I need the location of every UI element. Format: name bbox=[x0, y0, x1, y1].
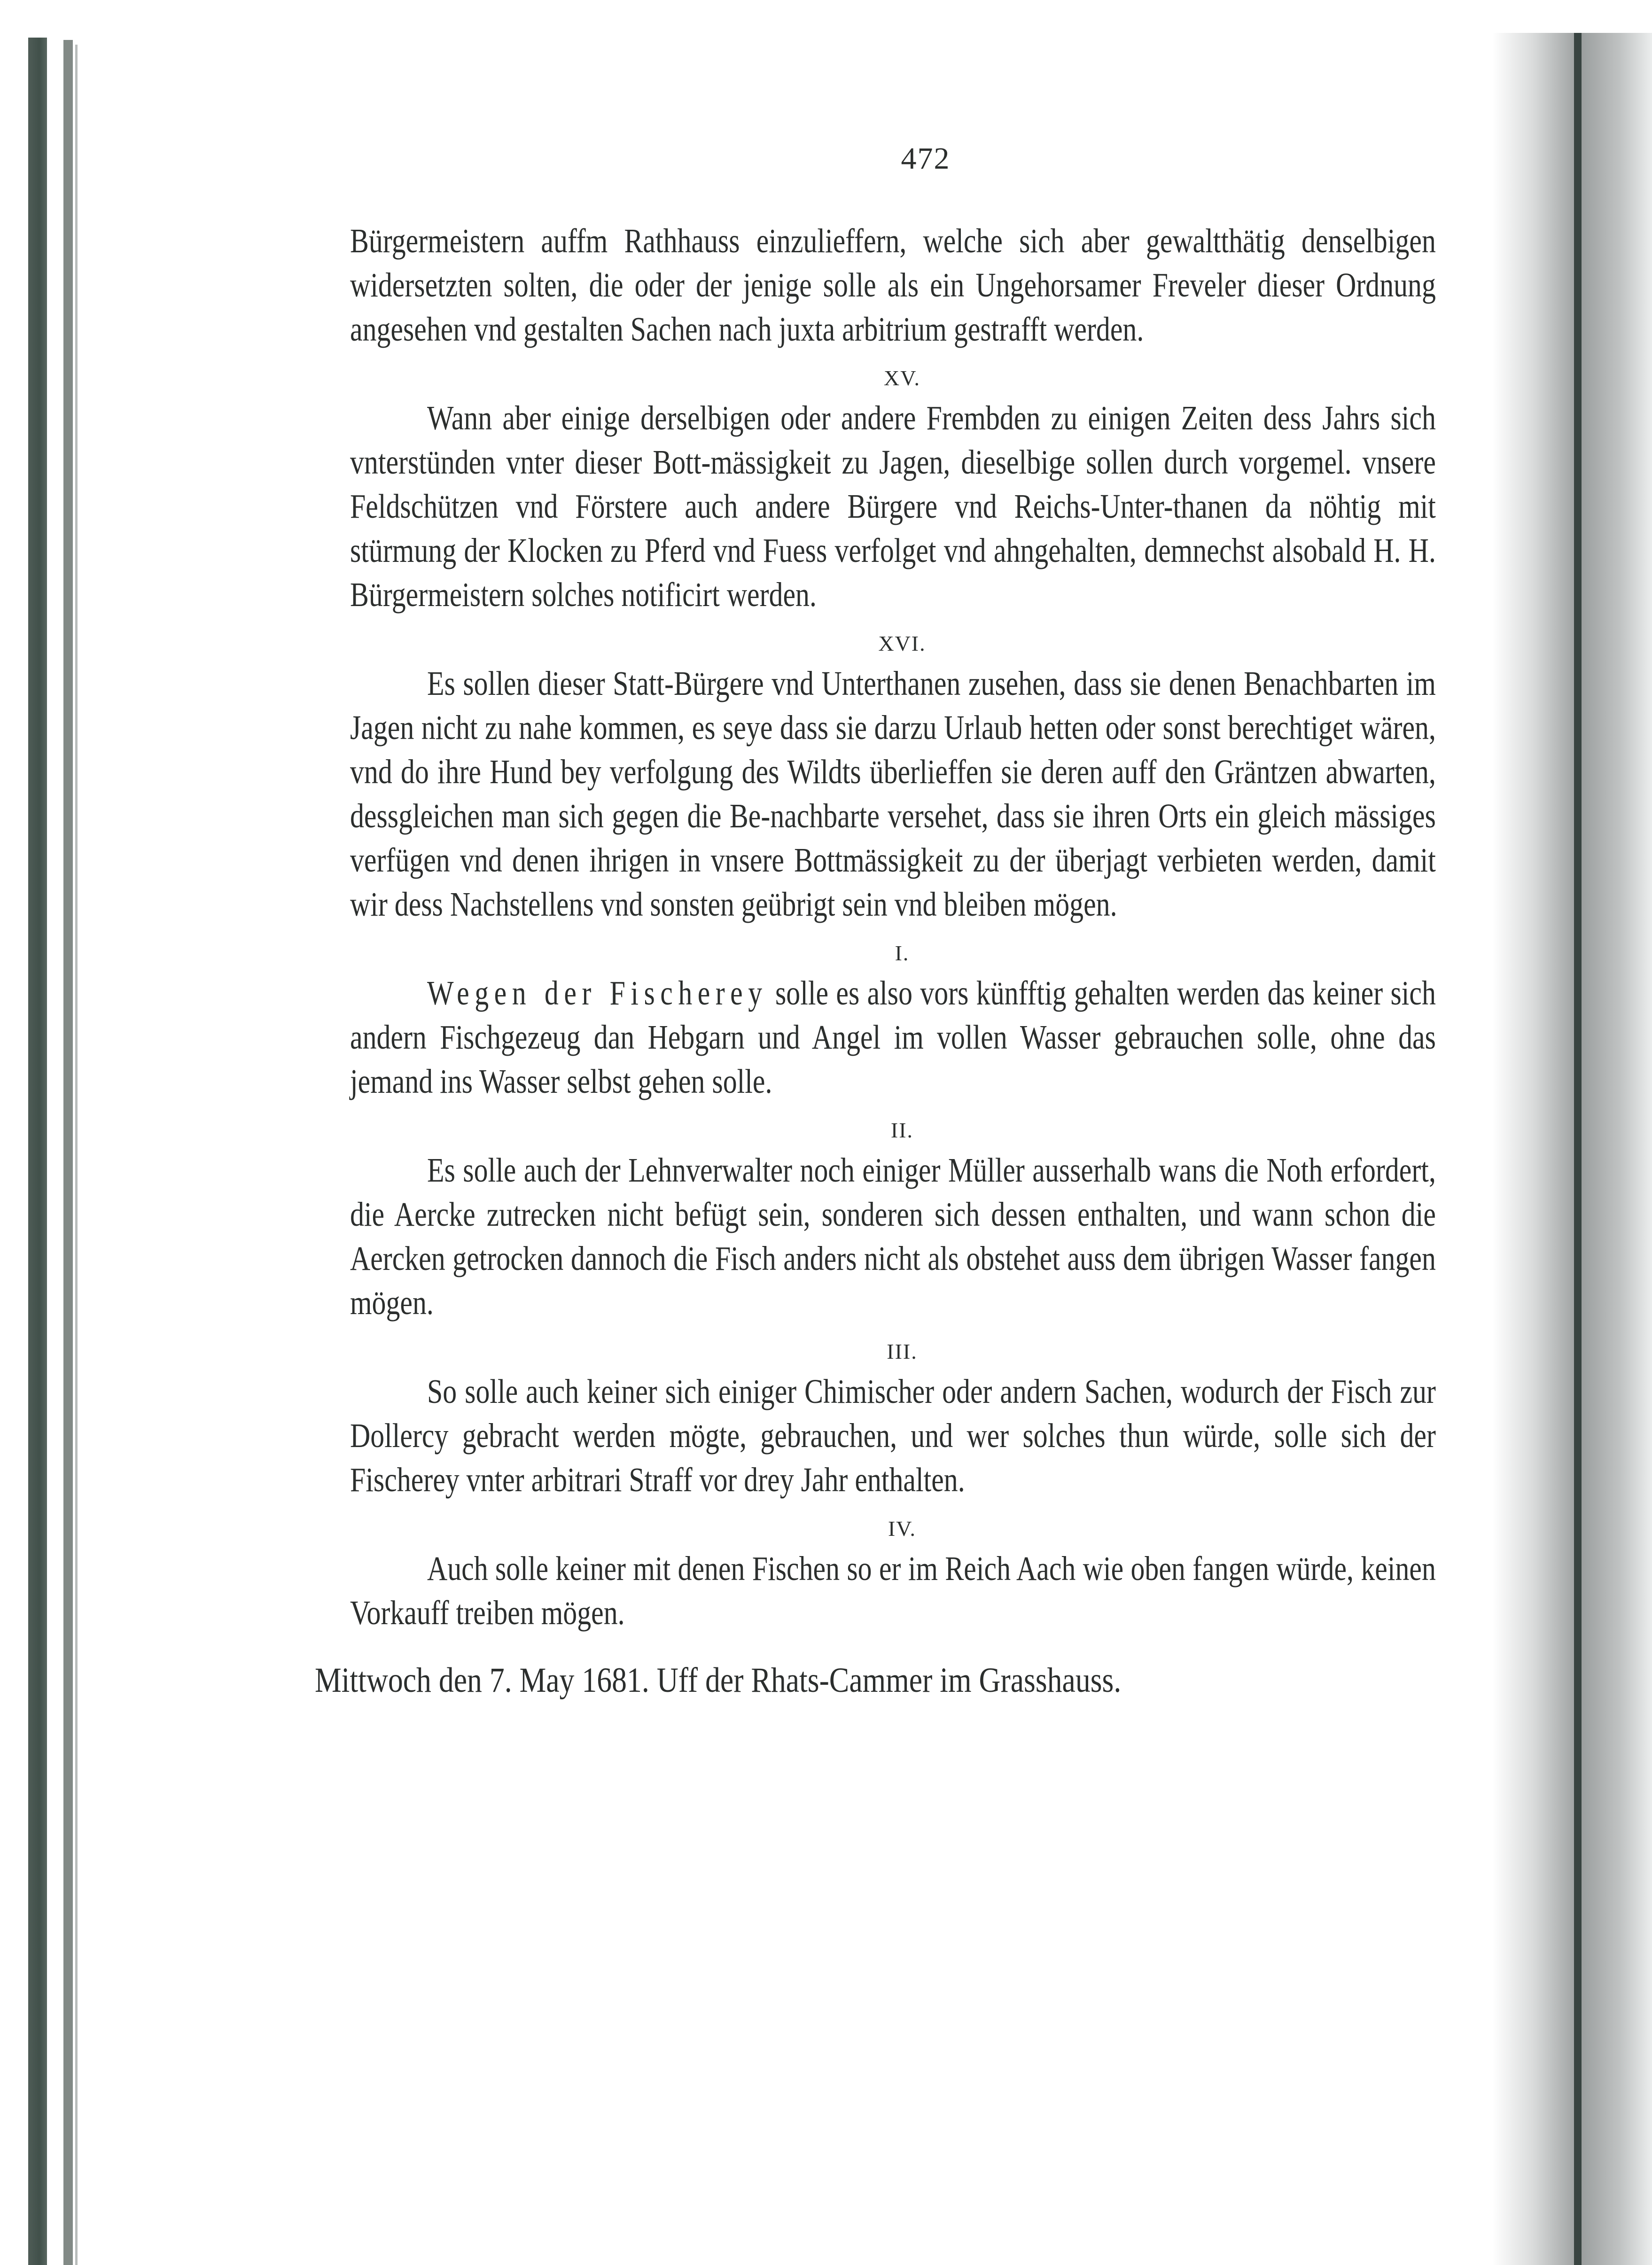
continuation-paragraph: Bürgermeistern auffm Rathhauss einzulieffern, welche sich aber gewaltthätig denselbigen widersetzten solten, die oder der jenige solle als ein Ungehorsamer Freveler dieser Ordnung angesehen vnd gestalten Sachen nach juxta arbitrium gestrafft werden. bbox=[350, 222, 1436, 348]
spaced-lead-text: Wegen der Fischerey bbox=[427, 974, 768, 1012]
scan-gutter-shadow bbox=[1492, 33, 1652, 2265]
section-heading: III. bbox=[887, 1339, 918, 1363]
section-i bbox=[350, 941, 1435, 1104]
scan-gutter-line bbox=[1574, 33, 1582, 2265]
section-heading: II. bbox=[890, 1118, 914, 1142]
section-xv bbox=[350, 366, 1435, 617]
section-ii bbox=[350, 1118, 1435, 1325]
section-paragraph: So solle auch keiner sich einiger Chimischer oder andern Sachen, wodurch der Fisch zur Dollercy gebracht werden mögte, gebrauchen, und wer solches thun würde, solle sich der Fischerey vnter arbitrari Straff vor drey Jahr enthalten. bbox=[350, 1372, 1436, 1499]
section-xvi bbox=[350, 631, 1435, 926]
section-iv bbox=[350, 1516, 1435, 1635]
scan-binding-edge bbox=[28, 38, 47, 2265]
section-paragraph bbox=[350, 971, 1436, 1104]
scan-binding-line bbox=[75, 45, 78, 2265]
section-paragraph: Auch solle keiner mit denen Fischen so er im Reich Aach wie oben fangen würde, keinen Vorkauff treiben mögen. bbox=[350, 1549, 1436, 1632]
section-paragraph: Es solle auch der Lehnverwalter noch einiger Müller ausserhalb wans die Noth erfordert, die Aercke zutrecken nicht befügt sein, sonderen sich dessen enthalten, und wann schon die Aercken getrocken dannoch die Fisch anders nicht als obstehet auss dem übrigen Wasser fangen mögen. bbox=[350, 1151, 1436, 1322]
section-text: solle es also vors künfftig gehalten werden das keiner sich andern Fischgezeug dan Hebgarn und Angel im vollen Wasser gebrauchen solle, ohne das jemand ins Wasser selbst gehen solle. bbox=[350, 974, 1436, 1100]
section-paragraph: Es sollen dieser Statt-Bürgere vnd Unterthanen zusehen, dass sie denen Benachbarten im Jagen nicht zu nahe kommen, es seye dass sie darzu Urlaub hetten oder sonst berechtiget wären, vnd do ihre Hund bey verfolgung des Wildts überlieffen sie deren auff den Gräntzen abwarten, dessgleichen man sich gegen die Be-nachbarte versehet, dass sie ihren Orts ein gleich mässiges verfügen vnd denen ihrigen in vnsere Bottmässigkeit zu der überjagt verbieten werden, damit wir dess Nachstellens vnd sonsten geübrigt sein vnd bleiben mögen. bbox=[350, 664, 1436, 923]
continuation-block bbox=[350, 219, 1435, 351]
page-number: 472 bbox=[901, 141, 951, 176]
section-heading: XVI. bbox=[878, 631, 926, 655]
section-heading: I. bbox=[895, 941, 910, 965]
section-heading: IV. bbox=[888, 1517, 917, 1541]
section-paragraph: Wann aber einige derselbigen oder andere Frembden zu einigen Zeiten dess Jahrs sich vnterstünden vnter dieser Bott-mässigkeit zu Jagen, dieselbige sollen durch vorgemel. vnsere Feldschützen vnd Förstere auch andere Bürgere vnd Reichs-Unter-thanen da nöhtig mit stürmung der Klocken zu Pferd vnd Fuess verfolget vnd ahngehalten, demnechst alsobald H. H. Bürgermeistern solches notificirt werden. bbox=[350, 399, 1436, 614]
section-iii bbox=[350, 1339, 1435, 1502]
document-page bbox=[315, 141, 1436, 1703]
section-heading: XV. bbox=[883, 366, 920, 390]
date-place-line: Mittwoch den 7. May 1681. Uff der Rhats-Cammer im Grasshauss. bbox=[315, 1661, 1122, 1700]
scan-binding-line bbox=[63, 40, 73, 2265]
